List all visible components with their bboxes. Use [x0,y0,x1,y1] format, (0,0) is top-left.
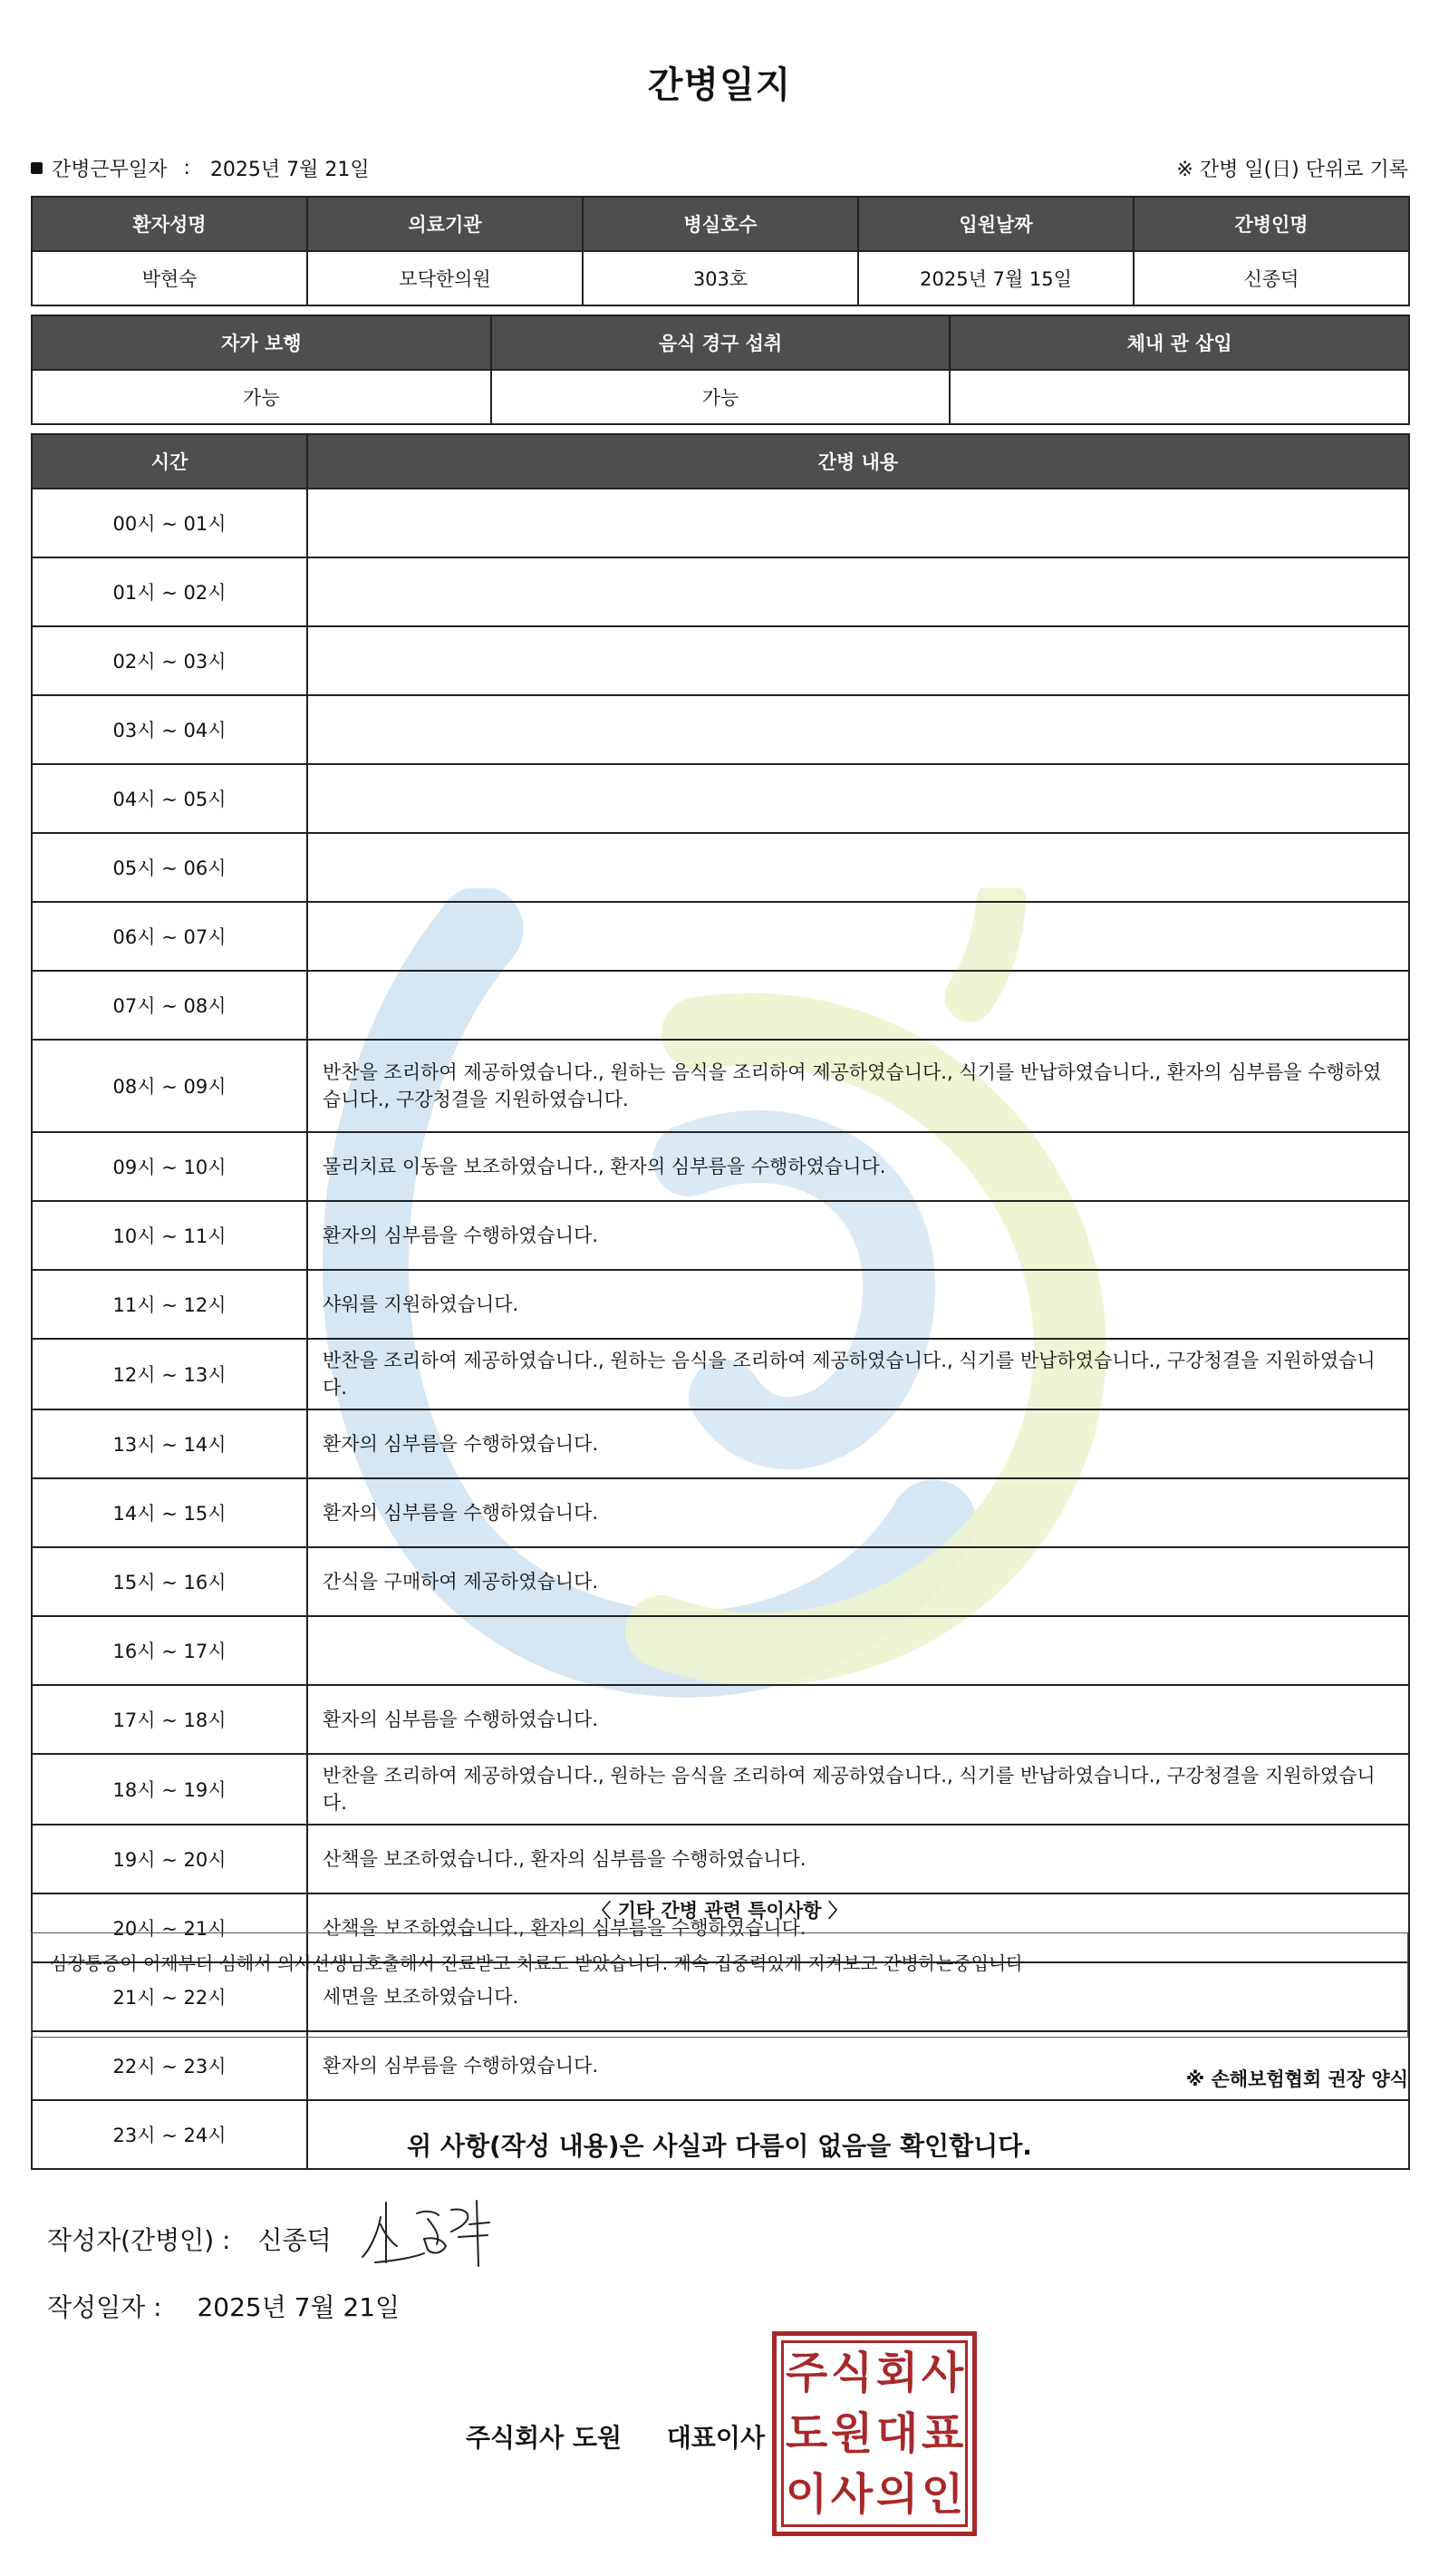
table-row [32,1547,1409,1616]
room-number: 303호 [583,251,858,305]
company-name: 주식회사 도원 [466,2423,623,2453]
company-row [466,2418,765,2455]
seal-character: 주 [785,2348,828,2399]
log-note: 산책을 보조하였습니다., 환자의 심부름을 수행하였습니다. [307,1893,1409,1962]
seal-character: 식 [830,2348,874,2399]
table-row [32,833,1409,902]
seal-character: 인 [921,2468,964,2520]
table-row [32,1478,1409,1547]
table-row [32,971,1409,1040]
log-time: 08시 ~ 09시 [32,1040,307,1132]
table-row [32,1040,1409,1132]
log-time: 06시 ~ 07시 [32,902,307,971]
log-note [307,626,1409,695]
log-time: 02시 ~ 03시 [32,626,307,695]
log-note: 환자의 심부름을 수행하였습니다. [307,1409,1409,1478]
log-time: 10시 ~ 11시 [32,1201,307,1270]
log-time: 00시 ~ 01시 [32,489,307,557]
table-row [32,1270,1409,1339]
header-caregiver-name: 간병인명 [1134,197,1409,251]
header-tube-insertion: 체내 관 삽입 [950,315,1409,370]
log-time: 20시 ~ 21시 [32,1893,307,1962]
log-note [307,902,1409,971]
log-note: 반찬을 조리하여 제공하였습니다., 원하는 음식을 조리하여 제공하였습니다., 식기를 반납하였습니다., 구강청결을 지원하였습니다. [307,1754,1409,1825]
seal-grid [781,2340,968,2527]
patient-ability-table [31,315,1410,425]
log-time: 16시 ~ 17시 [32,1616,307,1685]
table-row [32,1754,1409,1825]
write-date-label: 작성일자 : [47,2292,162,2322]
form-note: ※ 손해보험협회 권장 양식 [1185,2068,1408,2090]
hospital-name: 모닥한의원 [307,251,583,305]
table-row [32,1409,1409,1478]
seal-character: 의 [875,2468,919,2520]
log-note: 세면을 보조하였습니다. [307,1962,1409,2031]
log-time: 19시 ~ 20시 [32,1825,307,1893]
log-note: 환자의 심부름을 수행하였습니다. [307,1478,1409,1547]
table-row [32,1685,1409,1754]
work-date-colon: : [183,157,190,179]
ceo-title: 대표이사 [666,2423,765,2453]
tube-insertion-value [950,370,1409,424]
log-time: 05시 ~ 06시 [32,833,307,902]
admission-date: 2025년 7월 15일 [858,251,1134,305]
work-date-row [31,154,370,182]
log-time: 14시 ~ 15시 [32,1478,307,1547]
log-note: 물리치료 이동을 보조하였습니다., 환자의 심부름을 수행하였습니다. [307,1132,1409,1201]
table-row [32,626,1409,695]
etc-notes-box: 심장통증이 어제부터 심해서 의사선생님호출해서 진료받고 치료도 받았습니다. 계속 집중력있게 지켜보고 간병하는중입니다 [31,1932,1408,2038]
log-note [307,695,1409,764]
seal-character: 대 [875,2407,919,2459]
log-time: 17시 ~ 18시 [32,1685,307,1754]
patient-info-table [31,196,1410,306]
log-note: 산책을 보조하였습니다., 환자의 심부름을 수행하였습니다. [307,1825,1409,1893]
header-oral-intake: 음식 경구 섭취 [491,315,951,370]
table-row [32,1616,1409,1685]
log-time: 21시 ~ 22시 [32,1962,307,2031]
table-row [32,1201,1409,1270]
seal-character: 원 [830,2407,874,2459]
log-note [307,833,1409,902]
log-time: 01시 ~ 02시 [32,557,307,626]
log-time: 13시 ~ 14시 [32,1409,307,1478]
work-date-value: 2025년 7월 21일 [209,159,370,181]
header-room: 병실호수 [583,197,858,251]
work-date-label: 간병근무일자 [52,159,168,181]
log-note: 반찬을 조리하여 제공하였습니다., 원하는 음식을 조리하여 제공하였습니다., 식기를 반납하였습니다., 환자의 심부름을 수행하였습니다., 구강청결을 지원하였습니다. [307,1040,1409,1132]
log-note: 반찬을 조리하여 제공하였습니다., 원하는 음식을 조리하여 제공하였습니다., 식기를 반납하였습니다., 구강청결을 지원하였습니다. [307,1339,1409,1409]
page-title: 간병일지 [647,64,792,106]
write-date-row [47,2288,400,2324]
author-name: 신종덕 [257,2225,332,2255]
log-note [307,489,1409,557]
header-self-walking: 자가 보행 [32,315,491,370]
log-note [307,971,1409,1040]
oral-intake-value: 가능 [491,370,951,424]
etc-title: 〈 기타 간병 관련 특이사항 〉 [592,1900,847,1922]
log-time: 12시 ~ 13시 [32,1339,307,1409]
table-row [32,764,1409,833]
log-time: 11시 ~ 12시 [32,1270,307,1339]
author-row [47,2221,332,2257]
log-note: 환자의 심부름을 수행하였습니다. [307,2031,1409,2100]
header-hospital: 의료기관 [307,197,583,251]
log-note [307,557,1409,626]
author-label: 작성자(간병인) : [47,2225,231,2255]
log-time: 04시 ~ 05시 [32,764,307,833]
table-row [32,1339,1409,1409]
seal-character: 도 [785,2407,828,2459]
log-time: 18시 ~ 19시 [32,1754,307,1825]
log-note: 샤워를 지원하였습니다. [307,1270,1409,1339]
self-walking-value: 가능 [32,370,491,424]
seal-character: 표 [921,2407,964,2459]
header-patient-name: 환자성명 [32,197,307,251]
confirm-statement: 위 사항(작성 내용)은 사실과 다름이 없음을 확인합니다. [407,2131,1032,2161]
log-time: 22시 ~ 23시 [32,2031,307,2100]
header-time: 시간 [32,434,307,489]
log-time: 03시 ~ 04시 [32,695,307,764]
log-time: 09시 ~ 10시 [32,1132,307,1201]
table-row [32,1132,1409,1201]
seal-character: 사 [830,2468,874,2520]
caregiver-name: 신종덕 [1134,251,1409,305]
table-row [32,902,1409,971]
header-care-content: 간병 내용 [307,434,1409,489]
seal-character: 회 [875,2348,919,2399]
table-row [32,489,1409,557]
seal-character: 이 [785,2468,828,2520]
handwritten-signature [361,2192,506,2273]
table-row [32,1825,1409,1893]
log-time: 07시 ~ 08시 [32,971,307,1040]
log-note [307,764,1409,833]
log-time: 15시 ~ 16시 [32,1547,307,1616]
bullet-square-icon [31,162,43,174]
table-row [32,557,1409,626]
unit-note: ※ 간병 일(日) 단위로 기록 [1176,159,1408,181]
header-admission-date: 입원날짜 [858,197,1134,251]
table-row [32,695,1409,764]
patient-name: 박현숙 [32,251,307,305]
log-note: 환자의 심부름을 수행하였습니다. [307,1685,1409,1754]
log-note: 환자의 심부름을 수행하였습니다. [307,1201,1409,1270]
log-note: 간식을 구매하여 제공하였습니다. [307,1547,1409,1616]
write-date-value: 2025년 7월 21일 [197,2292,401,2322]
company-seal [772,2331,977,2536]
seal-character: 사 [921,2348,964,2399]
log-time: 23시 ~ 24시 [32,2100,307,2169]
log-note [307,1616,1409,1685]
